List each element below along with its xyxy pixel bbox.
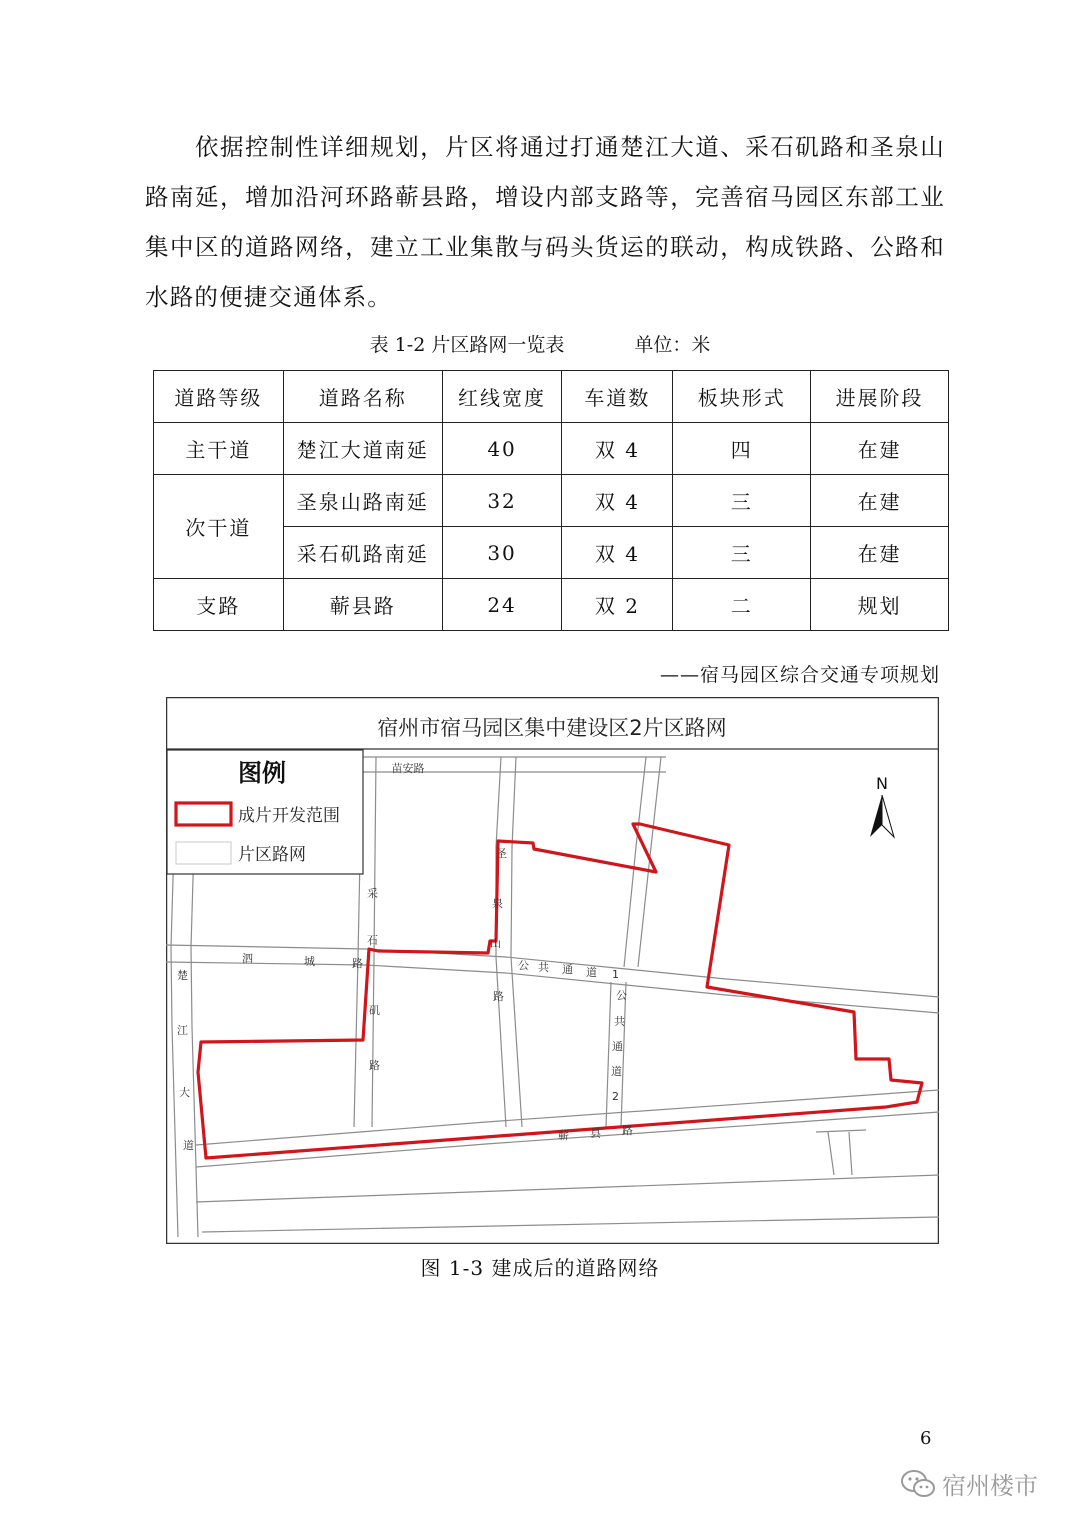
cell-lanes: 双 4 — [562, 475, 673, 527]
header-lanes: 车道数 — [562, 371, 673, 423]
legend-boundary-label: 成片开发范围 — [238, 806, 340, 826]
cell-grade: 次干道 — [154, 475, 284, 579]
cell-form: 二 — [673, 579, 811, 631]
cell-width: 32 — [442, 475, 562, 527]
watermark — [900, 1466, 1038, 1501]
body-paragraph: 依据控制性详细规划，片区将通过打通楚江大道、采石矶路和圣泉山路南延，增加沿河环路蕲县路，增设内部支路等，完善宿马园区东部工业集中区的道路网络，建立工业集散与码头货运的联动，构成铁路、公路和水路的便捷交通体系。 — [145, 133, 945, 311]
table-row — [154, 579, 949, 631]
road-label-char: 石 — [367, 934, 378, 947]
header-width: 红线宽度 — [442, 371, 562, 423]
map-title: 宿州市宿马园区集中建设区2片区路网 — [377, 716, 727, 740]
legend-title: 图例 — [238, 759, 286, 787]
cell-form: 四 — [673, 423, 811, 475]
header-stage: 进展阶段 — [811, 371, 949, 423]
road-label-char: 路 — [622, 1124, 633, 1137]
table-unit: 单位：米 — [634, 334, 711, 356]
table-header-row — [154, 371, 949, 423]
road-label-char: 共 — [538, 961, 549, 974]
road-network-map — [166, 697, 939, 1244]
road-label-char: 1 — [612, 968, 619, 981]
table-caption-title: 表 1-2 片区路网一览表 — [369, 334, 565, 356]
wechat-icon — [900, 1469, 936, 1499]
table-row — [154, 423, 949, 475]
cell-stage: 在建 — [811, 527, 949, 579]
road-label-char: 泗 — [242, 952, 253, 965]
road-label-char: 路 — [493, 990, 504, 1003]
road-label-char: 道 — [183, 1139, 194, 1152]
cell-name: 蕲县路 — [283, 579, 442, 631]
cell-lanes: 双 4 — [562, 527, 673, 579]
cell-stage: 在建 — [811, 423, 949, 475]
cell-name: 圣泉山路南延 — [283, 475, 442, 527]
road-label-char: 2 — [612, 1090, 619, 1103]
table-caption — [0, 330, 1080, 357]
cell-width: 24 — [442, 579, 562, 631]
cell-width: 30 — [442, 527, 562, 579]
figure-caption: 图 1-3 建成后的道路网络 — [420, 1256, 660, 1280]
road-label-char: 山 — [490, 937, 501, 950]
road-network-table — [153, 370, 949, 631]
watermark-text: 宿州楼市 — [942, 1472, 1038, 1500]
cell-lanes: 双 2 — [562, 579, 673, 631]
road-label-char: 县 — [590, 1127, 601, 1140]
cell-lanes: 双 4 — [562, 423, 673, 475]
road-label-char: 江 — [177, 1024, 188, 1037]
road-label-char: 道 — [586, 966, 597, 979]
page-number: 6 — [920, 1428, 932, 1449]
road-label-char: 公 — [518, 959, 529, 972]
north-label: N — [876, 774, 888, 793]
road-label-char: 泉 — [492, 897, 503, 910]
header-form: 板块形式 — [673, 371, 811, 423]
road-label-char: 楚 — [177, 969, 188, 982]
cell-grade: 主干道 — [154, 423, 284, 475]
table-row — [154, 475, 949, 527]
road-label-char: 路 — [369, 1059, 380, 1072]
cell-grade: 支路 — [154, 579, 284, 631]
road-label-char: 通 — [612, 1040, 623, 1053]
table-source: ——宿马园区综合交通专项规划 — [659, 664, 940, 686]
road-label-char: 路 — [352, 957, 363, 970]
cell-form: 三 — [673, 527, 811, 579]
road-label-char: 通 — [562, 963, 573, 976]
cell-width: 40 — [442, 423, 562, 475]
legend-roads-label: 片区路网 — [238, 845, 306, 865]
cell-form: 三 — [673, 475, 811, 527]
road-label-char: 蕲 — [558, 1129, 569, 1142]
cell-name: 楚江大道南延 — [283, 423, 442, 475]
cell-stage: 在建 — [811, 475, 949, 527]
header-grade: 道路等级 — [154, 371, 284, 423]
road-label-char: 道 — [611, 1065, 622, 1078]
road-label-char: 大 — [179, 1086, 190, 1099]
cell-stage: 规划 — [811, 579, 949, 631]
road-label-miaoan: 苗安路 — [391, 762, 425, 775]
header-name: 道路名称 — [283, 371, 442, 423]
road-label-char: 圣 — [496, 847, 507, 860]
road-label-char: 公 — [616, 989, 627, 1002]
map-svg — [166, 697, 939, 1244]
road-label-char: 城 — [304, 955, 315, 968]
cell-name: 采石矶路南延 — [283, 527, 442, 579]
road-label-char: 采 — [367, 887, 378, 900]
road-label-char: 矶 — [369, 1004, 380, 1017]
road-label-char: 共 — [614, 1015, 625, 1028]
